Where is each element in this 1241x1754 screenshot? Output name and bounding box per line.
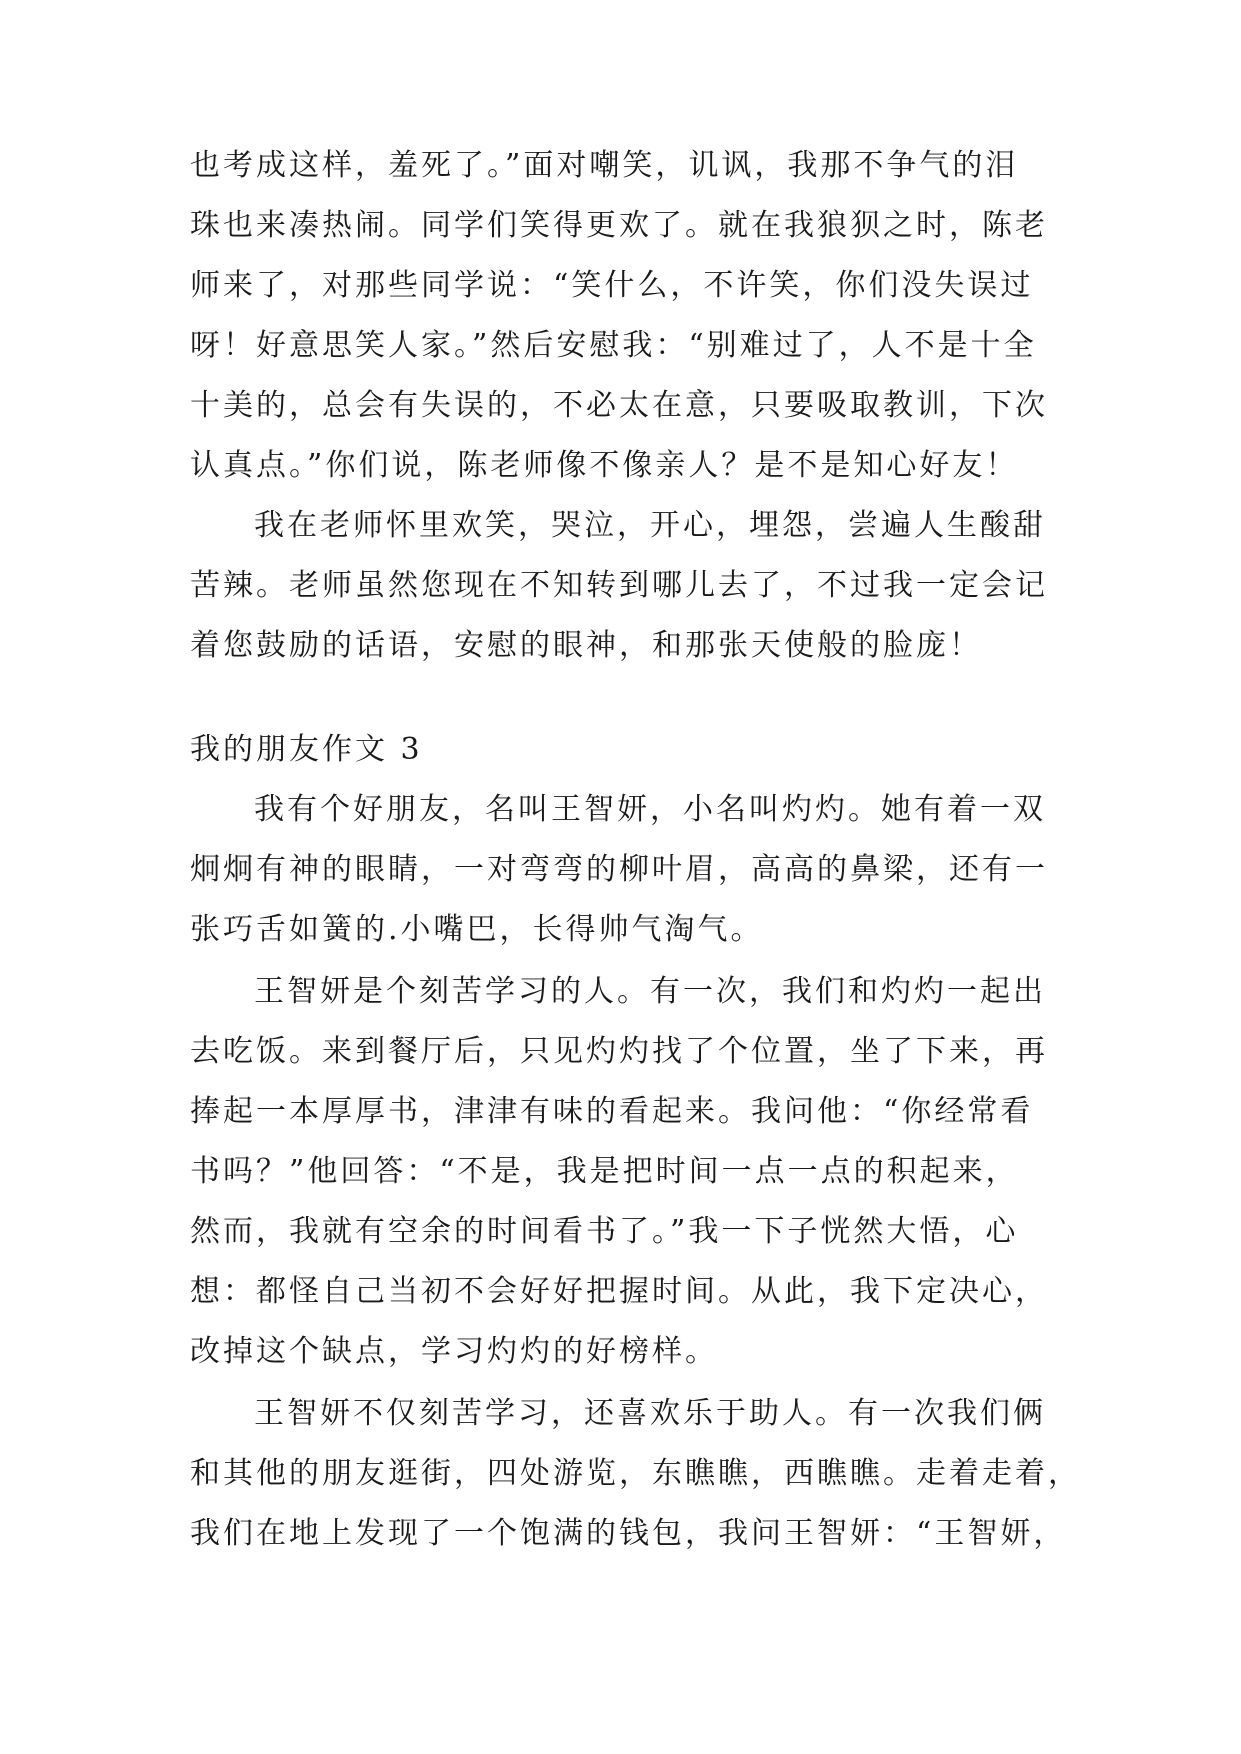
text-line: 和其他的朋友逛街，四处游览，东瞧瞧，西瞧瞧。走着走着， — [190, 1456, 1081, 1491]
text-line: 王智妍不仅刻苦学习，还喜欢乐于助人。有一次我们俩 — [254, 1396, 1046, 1431]
text-line: 去吃饭。来到餐厅后，只见灼灼找了个位置，坐了下来，再 — [190, 1034, 1048, 1069]
text-line: 师来了，对那些同学说：“笑什么，不许笑，你们没失误过 — [190, 268, 1034, 303]
text-line: 炯炯有神的眼睛，一对弯弯的柳叶眉，高高的鼻梁，还有一 — [190, 852, 1048, 887]
text-line: 着您鼓励的话语，安慰的眼神，和那张天使般的脸庞！ — [190, 628, 982, 663]
text-line: 十美的，总会有失误的，不必太在意，只要吸取教训，下次 — [190, 388, 1048, 423]
text-line: 苦辣。老师虽然您现在不知转到哪儿去了，不过我一定会记 — [190, 568, 1048, 603]
text-line: 我在老师怀里欢笑，哭泣，开心，埋怨，尝遍人生酸甜 — [254, 508, 1046, 543]
text-line: 张巧舌如簧的.小嘴巴，长得帅气淘气。 — [190, 912, 764, 947]
text-line: 我有个好朋友，名叫王智妍，小名叫灼灼。她有着一双 — [254, 792, 1046, 827]
text-line: 然而，我就有空余的时间看书了。”我一下子恍然大悟，心 — [190, 1214, 1019, 1249]
text-line: 捧起一本厚厚书，津津有味的看起来。我问他：“你经常看 — [190, 1094, 1034, 1129]
text-line: 呀！好意思笑人家。”然后安慰我：“别难过了，人不是十全 — [190, 328, 1037, 363]
text-line: 认真点。”你们说，陈老师像不像亲人？是不是知心好友！ — [190, 448, 1019, 483]
text-line: 改掉这个缺点，学习灼灼的好榜样。 — [190, 1334, 718, 1369]
text-line: 也考成这样，羞死了。”面对嘲笑，讥讽，我那不争气的泪 — [190, 148, 1019, 183]
text-line: 我们在地上发现了一个饱满的钱包，我问王智妍：“王智妍， — [190, 1516, 1067, 1551]
document-body — [190, 0, 1081, 1754]
text-line: 王智妍是个刻苦学习的人。有一次，我们和灼灼一起出 — [254, 974, 1046, 1009]
text-line: 想：都怪自己当初不会好好把握时间。从此，我下定决心， — [190, 1274, 1048, 1309]
text-line: 书吗？”他回答：“不是，我是把时间一点一点的积起来， — [190, 1154, 1019, 1189]
text-line: 珠也来凑热闹。同学们笑得更欢了。就在我狼狈之时，陈老 — [190, 208, 1048, 243]
section-heading: 我的朋友作文 3 — [190, 732, 423, 767]
